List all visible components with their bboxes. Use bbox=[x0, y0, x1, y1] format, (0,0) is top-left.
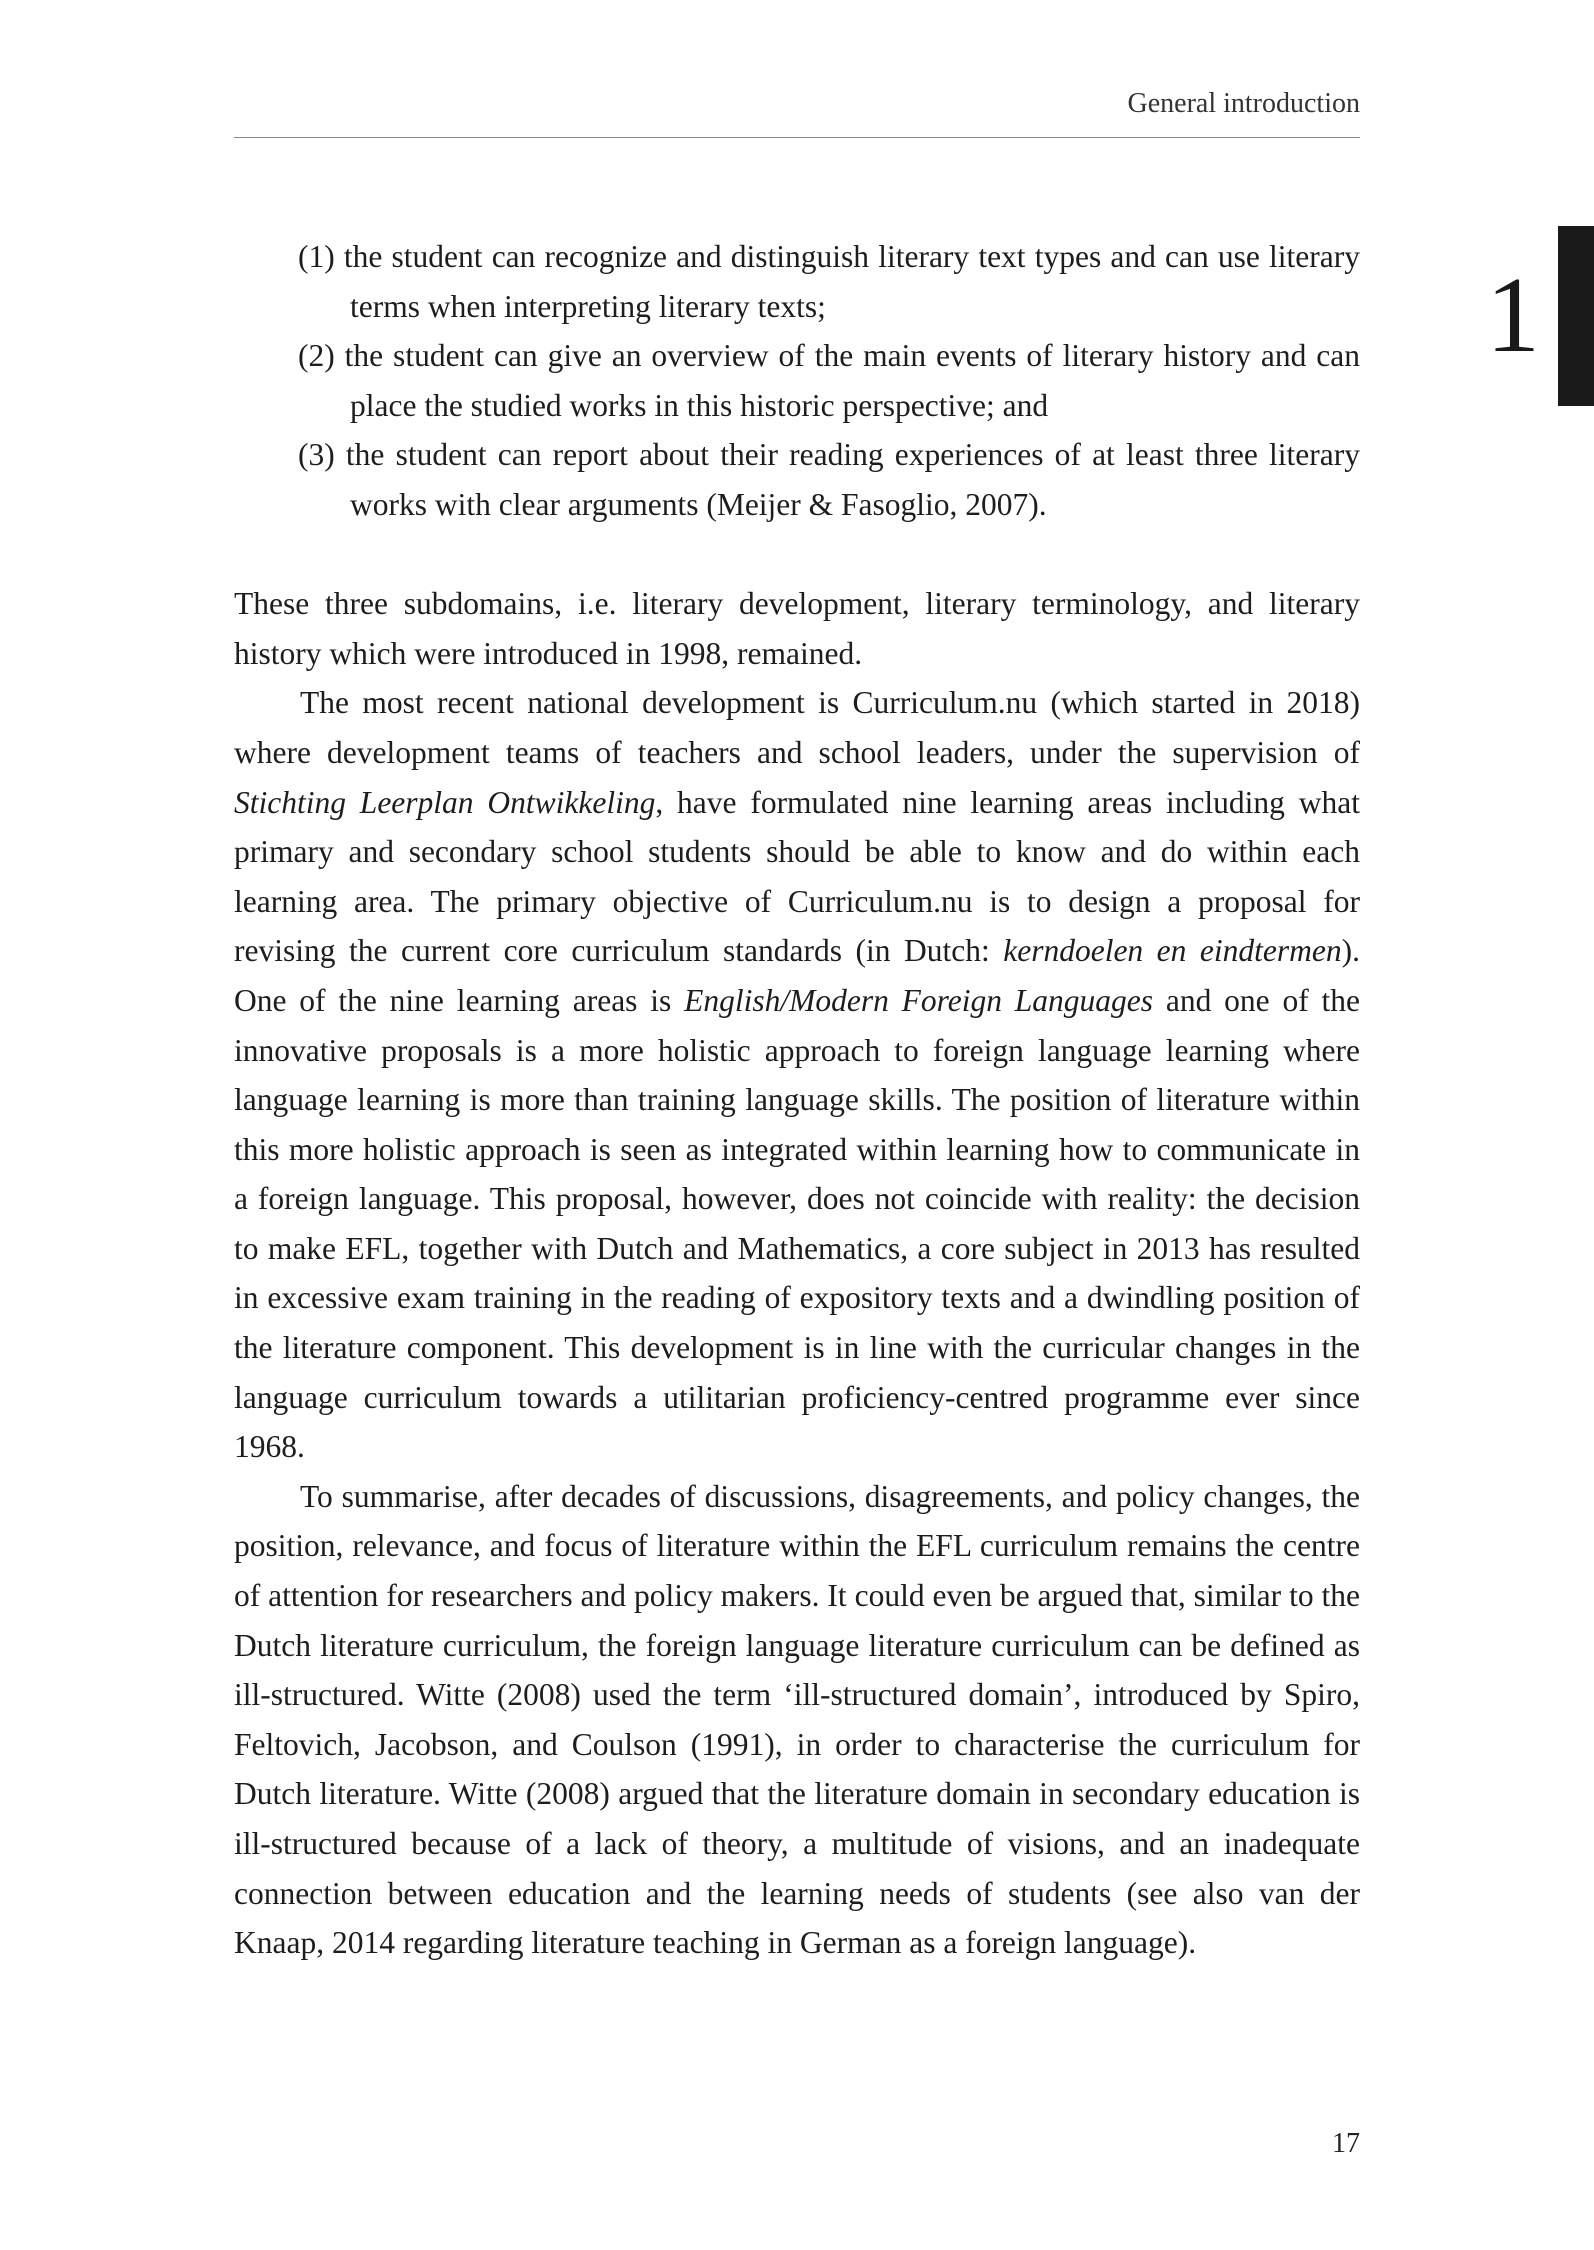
list-item: (2) the student can give an overview of the main events of literary history and can place the studied works in this historic perspective; and bbox=[298, 338, 1360, 423]
list-item: (3) the student can report about their reading experiences of at least three literary works with clear arguments (Meijer & Fasoglio, 2007). bbox=[298, 437, 1360, 522]
chapter-tab-marker bbox=[1558, 226, 1594, 406]
body-text bbox=[234, 232, 1360, 1968]
paragraph-text: , have formulated nine learning areas including what primary and secondary school students should be able to know and do within each learning area. The primary objective of Curriculum.nu is to design a proposal for revising the current core curriculum standards (in Dutch: bbox=[234, 784, 1360, 969]
paragraph-curriculum-nu bbox=[234, 678, 1360, 1472]
criteria-list bbox=[234, 232, 1360, 530]
paragraph-summary: To summarise, after decades of discussions, disagreements, and policy changes, the position, relevance, and focus of literature within the EFL curriculum remains the centre of attention for researchers and policy makers. It could even be argued that, similar to the Dutch literature curriculum, the foreign language literature curriculum can be defined as ill-structured. Witte (2008) used the term ‘ill-structured domain’, introduced by Spiro, Feltovich, Jacobson, and Coulson (1991), in order to characterise the curriculum for Dutch literature. Witte (2008) argued that the literature domain in secondary education is ill-structured because of a lack of theory, a multitude of visions, and an inadequate connection between education and the learning needs of students (see also van der Knaap, 2014 regarding literature teaching in German as a foreign language). bbox=[234, 1478, 1360, 1961]
paragraph-subdomains: These three subdomains, i.e. literary development, literary terminology, and literary history which were introduced in 1998, remained. bbox=[234, 586, 1360, 671]
emphasis-text: English/Modern Foreign Languages bbox=[684, 982, 1154, 1018]
emphasis-text: Stichting Leerplan Ontwikkeling bbox=[234, 784, 656, 820]
chapter-number: 1 bbox=[1486, 256, 1540, 375]
paragraph-text: The most recent national development is Curriculum.nu (which started in 2018) where development teams of teachers and school leaders, under the supervision of bbox=[234, 685, 1360, 770]
header-rule bbox=[234, 137, 1360, 138]
paragraph-text: ). One of the nine learning areas is bbox=[234, 933, 1360, 1018]
list-item: (1) the student can recognize and distinguish literary text types and can use literary terms when interpreting literary texts; bbox=[298, 239, 1360, 324]
paragraph-text: and one of the innovative proposals is a more holistic approach to foreign language learning where language learning is more than training language skills. The position of literature within this more holistic approach is seen as integrated within learning how to communicate in a foreign language. This proposal, however, does not coincide with reality: the decision to make EFL, together with Dutch and Mathematics, a core subject in 2013 has resulted in excessive exam training in the reading of expository texts and a dwindling position of the literature component. This development is in line with the curricular changes in the language curriculum towards a utilitarian proficiency-centred programme ever since 1968. bbox=[234, 982, 1361, 1465]
running-header: General introduction bbox=[1127, 88, 1360, 119]
emphasis-text: kerndoelen en eindtermen bbox=[1003, 933, 1342, 969]
page-number: 17 bbox=[1332, 2128, 1360, 2159]
